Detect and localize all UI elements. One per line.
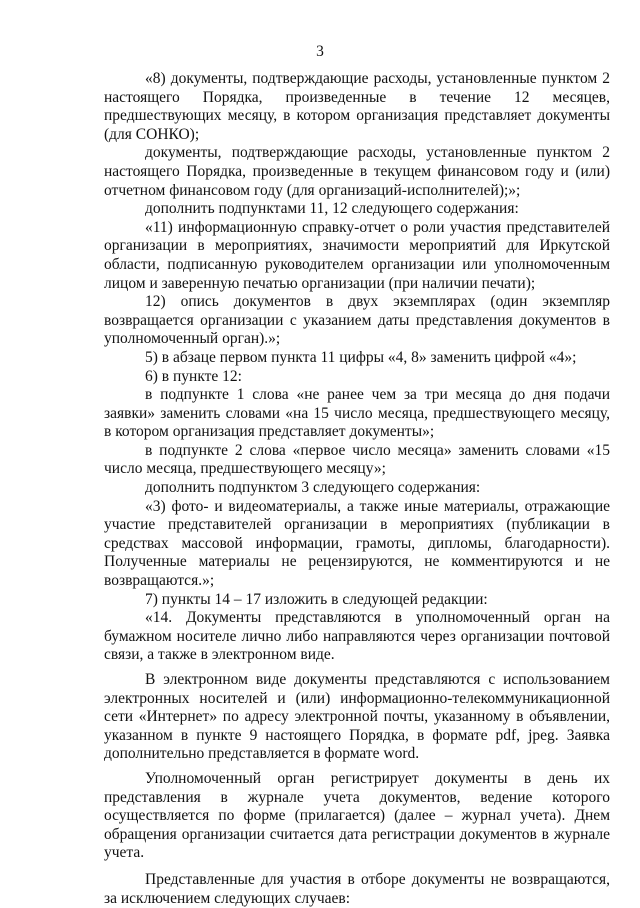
paragraph-add-subitems-11-12: дополнить подпунктами 11, 12 следующего содержания: xyxy=(145,200,519,218)
page-number: 3 xyxy=(316,43,324,60)
document-body xyxy=(104,70,610,908)
paragraph-subpoint-1: в подпункте 1 слова «не ранее чем за три месяца до дня подачи заявки» заменить словами «на 15 число месяца, предшествующего месяцу, в котором организация представляет документы»; xyxy=(104,386,610,441)
paragraph-item-12: 12) опись документов в двух экземплярах (один экземпляр возвращается организации с указанием даты представления документов в уполномоченный орган).»; xyxy=(104,293,610,348)
paragraph-item-11: «11) информационную справку-отчет о роли участия представителей организации в мероприятиях, значимости мероприятий для Иркутской области, подписанную руководителем организации или уполномоченным лицом и заверенную печатью организации (при наличии печати); xyxy=(104,218,610,292)
paragraph-registration: Уполномоченный орган регистрирует документы в день их представления в журнале учета документов, ведение которого осуществляется по форме (прилагается) (далее – журнал учета). Днем обращения организации считается дата регистрации документов в журнале учета. xyxy=(104,769,610,862)
paragraph-item-14: «14. Документы представляются в уполномоченный орган на бумажном носителе лично либо направляются через организации почтовой связи, а также в электронном виде. xyxy=(104,609,610,664)
paragraph-documents-expenses: документы, подтверждающие расходы, установленные пунктом 2 настоящего Порядка, произведенные в текущем финансовом году и (или) отчетном финансовом году (для организаций-исполнителей);»; xyxy=(104,144,610,199)
paragraph-subpoint-2: в подпункте 2 слова «первое число месяца» заменить словами «15 число месяца, предшествующего месяцу»; xyxy=(104,441,610,478)
paragraph-point-7: 7) пункты 14 – 17 изложить в следующей редакции: xyxy=(145,590,488,608)
paragraph-item-3-media: «3) фото- и видеоматериалы, а также иные материалы, отражающие участие представителей организации в мероприятиях (публикации в средствах массовой информации, грамоты, дипломы, благодарности). Полученные материалы не рецензируются, не комментируются и не возвращаются.»; xyxy=(104,497,610,590)
paragraph-add-subpoint-3: дополнить подпунктом 3 следующего содержания: xyxy=(145,479,481,497)
paragraph-item-8: «8) документы, подтверждающие расходы, установленные пунктом 2 настоящего Порядка, произведенные в течение 12 месяцев, предшествующих месяцу, в котором организация представляет документы (для СОНКО); xyxy=(104,70,610,143)
paragraph-no-return: Представленные для участия в отборе документы не возвращаются, за исключением следующих случаев: xyxy=(104,870,610,907)
paragraph-electronic-form: В электронном виде документы представляются с использованием электронных носителей и (или) информационно-телекоммуникационной сети «Интернет» по адресу электронной почты, указанному в объявлении, указанном в пункте 9 настоящего Порядка, в формате pdf, jpeg. Заявка дополнительно представляется в формате word. xyxy=(104,671,610,763)
paragraph-point-5: 5) в абзаце первом пункта 11 цифры «4, 8» заменить цифрой «4»; xyxy=(145,348,577,366)
paragraph-point-6: 6) в пункте 12: xyxy=(145,367,242,385)
